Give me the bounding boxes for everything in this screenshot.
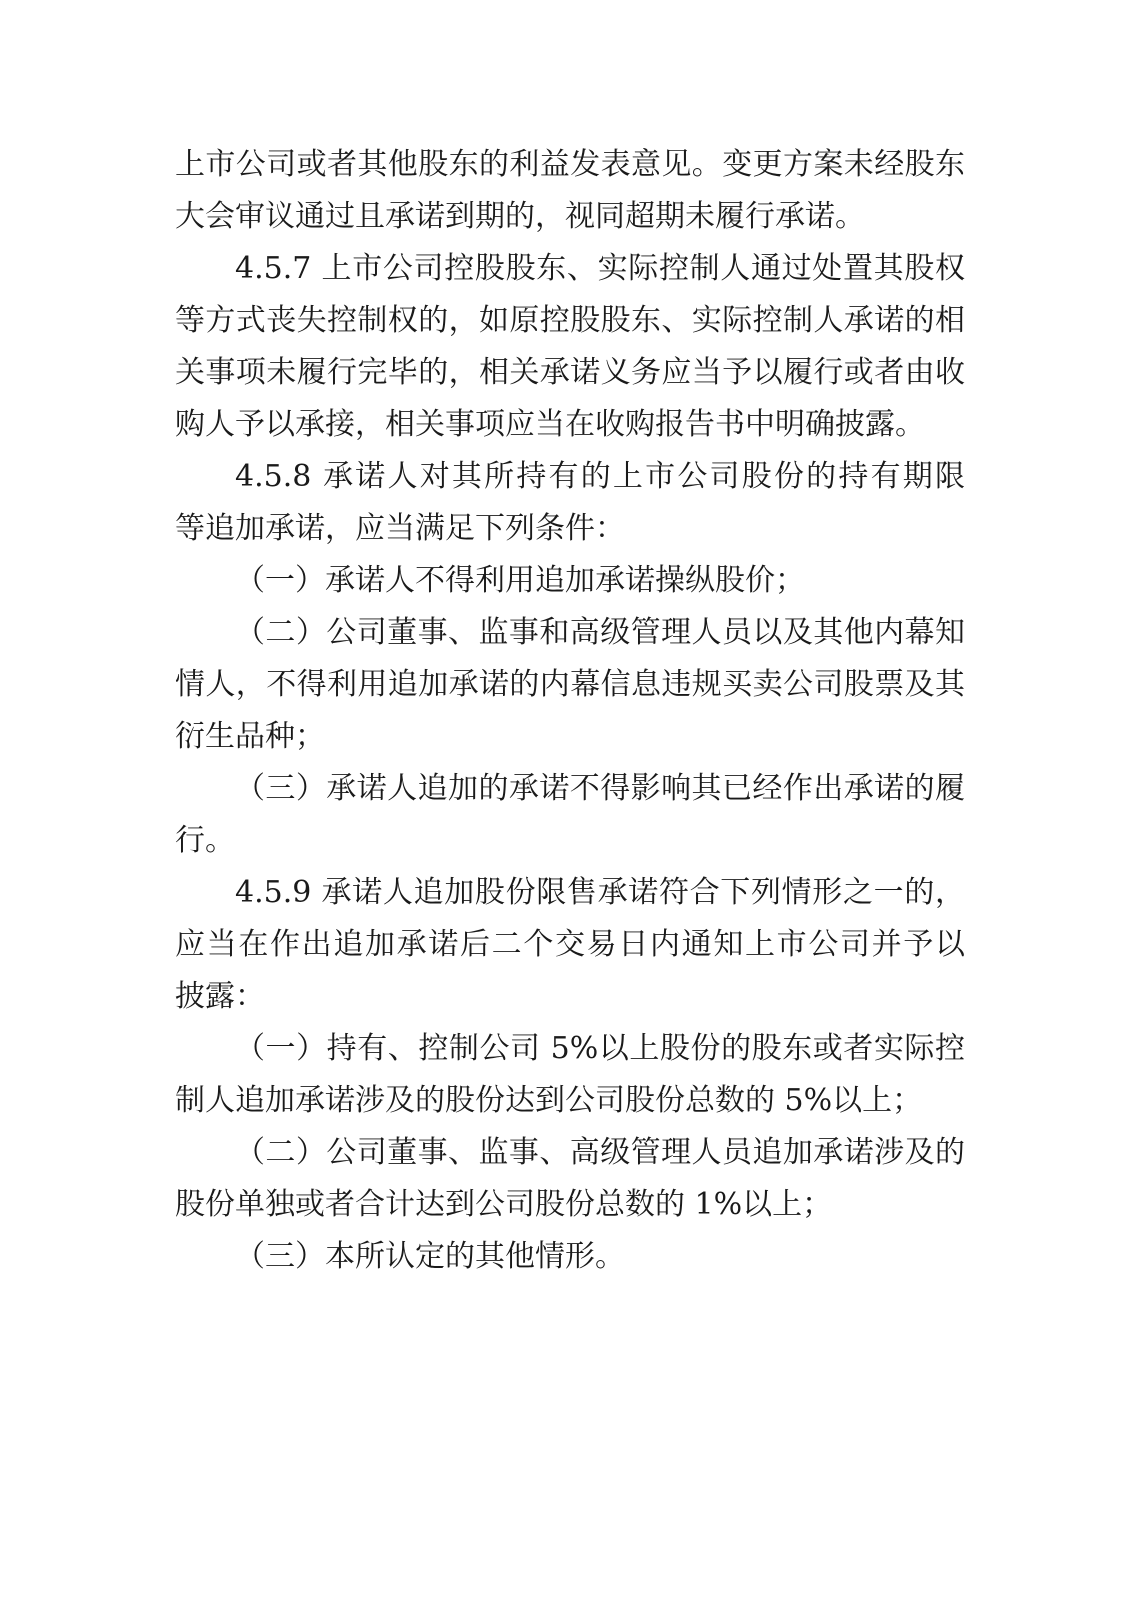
text-line: 股份单独或者合计达到公司股份总数的 1%以上； (175, 1187, 833, 1222)
list-item: （一）承诺人不得利用追加承诺操纵股价； (235, 563, 805, 598)
section-heading-4-5-8: 4.5.8 承诺人对其所持有的上市公司股份的持有期限 (235, 459, 965, 494)
text-line: 制人追加承诺涉及的股份达到公司股份总数的 5%以上； (175, 1083, 923, 1118)
list-item: （三）承诺人追加的承诺不得影响其已经作出承诺的履 (235, 771, 965, 806)
text-line: 关事项未履行完毕的，相关承诺义务应当予以履行或者由收 (175, 355, 965, 390)
list-item: （二）公司董事、监事、高级管理人员追加承诺涉及的 (235, 1135, 965, 1170)
text-line: 购人予以承接，相关事项应当在收购报告书中明确披露。 (175, 407, 925, 442)
text-line: 等方式丧失控制权的，如原控股股东、实际控制人承诺的相 (175, 303, 965, 338)
list-item: （一）持有、控制公司 5%以上股份的股东或者实际控 (235, 1031, 965, 1066)
text-line: 应当在作出追加承诺后二个交易日内通知上市公司并予以 (175, 927, 965, 962)
text-line: 情人，不得利用追加承诺的内幕信息违规买卖公司股票及其 (175, 667, 965, 702)
section-heading-4-5-9: 4.5.9 承诺人追加股份限售承诺符合下列情形之一的， (235, 875, 965, 910)
text-line: 上市公司或者其他股东的利益发表意见。变更方案未经股东 (175, 147, 965, 182)
list-item: （三）本所认定的其他情形。 (235, 1239, 625, 1274)
section-heading-4-5-7: 4.5.7 上市公司控股股东、实际控制人通过处置其股权 (235, 251, 965, 286)
text-line: 大会审议通过且承诺到期的，视同超期未履行承诺。 (175, 199, 865, 234)
list-item: （二）公司董事、监事和高级管理人员以及其他内幕知 (235, 615, 965, 650)
text-line: 等追加承诺，应当满足下列条件： (175, 511, 625, 546)
text-line: 披露： (175, 979, 265, 1014)
text-line: 衍生品种； (175, 719, 325, 754)
text-line: 行。 (175, 823, 235, 858)
